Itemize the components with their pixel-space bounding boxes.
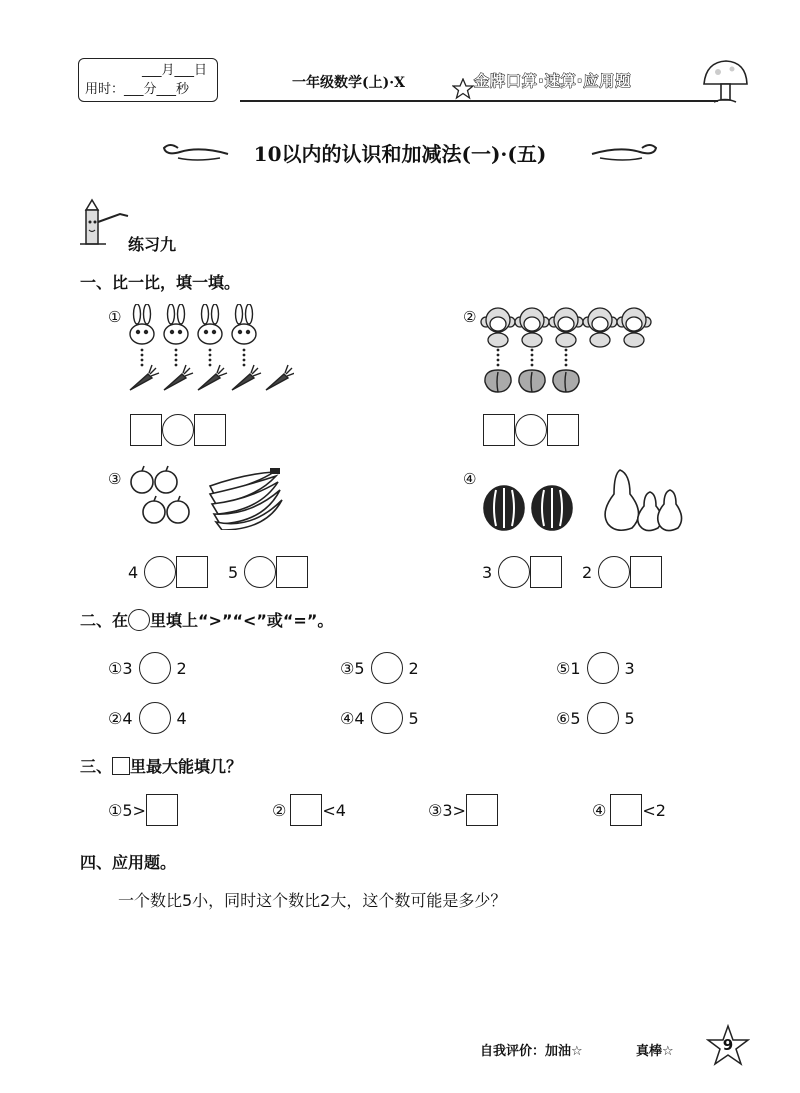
box-symbol — [112, 757, 130, 775]
answer-box[interactable] — [130, 414, 162, 446]
circle-symbol — [128, 609, 150, 631]
s2-left-number: 4 — [122, 708, 133, 728]
s1-item4-answer-a — [482, 556, 562, 588]
s2-right-number: 5 — [624, 708, 635, 728]
compare-circle[interactable] — [139, 702, 171, 734]
match-dot — [531, 354, 534, 357]
peach-icon — [519, 370, 545, 392]
s2-left-number: 5 — [570, 708, 581, 728]
s2-right-number: 2 — [176, 658, 187, 678]
compare-circle[interactable] — [587, 702, 619, 734]
answer-circle[interactable] — [162, 414, 194, 446]
carrot-icon — [198, 365, 227, 390]
s2-right-number: 5 — [408, 708, 419, 728]
s3-before: 3> — [442, 800, 466, 820]
match-dot — [141, 359, 144, 362]
exercise-title: 练习九 — [128, 235, 177, 254]
match-dot — [175, 359, 178, 362]
s2-left-number: 5 — [354, 658, 365, 678]
s2-marker: ① — [108, 658, 123, 678]
match-dot — [531, 364, 534, 367]
monkey-icon — [481, 308, 515, 347]
pair-illustration-svg — [480, 304, 670, 396]
match-dot — [497, 349, 500, 352]
s3-marker: ④ — [592, 800, 607, 820]
section4-title: 四、应用题。 — [80, 853, 177, 872]
match-dot — [531, 349, 534, 352]
s2-item4 — [340, 702, 419, 734]
monkey-icon — [617, 308, 651, 347]
answer-box[interactable] — [276, 556, 308, 588]
s1-item3-marker: ③ — [108, 470, 122, 488]
word-problem-text: 一个数比5小，同时这个数比2大，这个数可能是多少？ — [118, 891, 507, 910]
section2-title-suffix: 里填上“>”“<”或“=”。 — [150, 611, 334, 630]
s3-marker: ① — [108, 800, 123, 820]
rabbit-icon — [130, 304, 154, 344]
s2-marker: ② — [108, 708, 123, 728]
date-time-box — [78, 58, 218, 102]
match-dot — [209, 359, 212, 362]
s2-item6 — [556, 702, 635, 734]
match-dot — [565, 364, 568, 367]
book-title: 一年级数学(上)·X — [292, 75, 405, 91]
s1-item2-marker: ② — [463, 308, 477, 326]
match-dot — [243, 364, 246, 367]
answer-box[interactable] — [194, 414, 226, 446]
answer-circle[interactable] — [598, 556, 630, 588]
answer-circle[interactable] — [515, 414, 547, 446]
s3-after: <4 — [322, 800, 346, 820]
compare-circle[interactable] — [371, 652, 403, 684]
s3-after: <2 — [642, 800, 666, 820]
s3-marker: ② — [272, 800, 287, 820]
s2-right-number: 4 — [176, 708, 187, 728]
fill-box[interactable] — [466, 794, 498, 826]
match-dot — [243, 359, 246, 362]
peach-icon — [485, 370, 511, 392]
s1-item2-answer — [483, 414, 579, 446]
match-dot — [141, 354, 144, 357]
match-dot — [243, 349, 246, 352]
row4-number: 3 — [482, 562, 493, 582]
page-number: 9 — [722, 1036, 734, 1054]
match-dot — [531, 359, 534, 362]
answer-circle[interactable] — [244, 556, 276, 588]
s2-item2 — [108, 702, 187, 734]
monkey-icon — [549, 308, 583, 347]
s2-left-number: 3 — [122, 658, 133, 678]
s2-item1 — [108, 652, 187, 684]
s3-item1 — [108, 794, 178, 826]
carrot-icon — [130, 365, 159, 390]
carrot-icon — [164, 365, 193, 390]
s2-marker: ⑥ — [556, 708, 571, 728]
s2-marker: ④ — [340, 708, 355, 728]
mushroom-icon — [700, 56, 750, 106]
match-dot — [175, 364, 178, 367]
right-swirl-ornament-icon — [590, 140, 660, 164]
answer-box[interactable] — [630, 556, 662, 588]
s3-item4 — [592, 794, 666, 826]
match-dot — [141, 364, 144, 367]
apples-and-bananas-illustration — [124, 464, 294, 530]
compare-circle[interactable] — [371, 702, 403, 734]
header-divider — [240, 100, 718, 102]
row3-number: 4 — [128, 562, 139, 582]
section2-title-prefix: 二、在 — [80, 611, 129, 630]
self-evaluation-label: 自我评价：加油☆ — [480, 1044, 583, 1059]
monkey-icon — [515, 308, 549, 347]
match-dot — [209, 354, 212, 357]
s2-left-number: 4 — [354, 708, 365, 728]
watermelons-and-pears-illustration — [480, 464, 690, 534]
compare-circle[interactable] — [139, 652, 171, 684]
great-rating-label: 真棒☆ — [636, 1044, 674, 1059]
rabbit-icon — [164, 304, 188, 344]
match-dot — [243, 354, 246, 357]
match-dot — [565, 359, 568, 362]
section1-title: 一、比一比，填一填。 — [80, 273, 241, 292]
s3-item3 — [428, 794, 498, 826]
pair-illustration-svg — [124, 304, 294, 396]
section3-title-prefix: 三、 — [80, 757, 113, 776]
s1-item4-answer-b — [582, 556, 662, 588]
match-dot — [175, 354, 178, 357]
match-dot — [497, 354, 500, 357]
answer-box[interactable] — [547, 414, 579, 446]
answer-circle[interactable] — [144, 556, 176, 588]
s2-left-number: 1 — [570, 658, 581, 678]
s2-item5 — [556, 652, 635, 684]
answer-box[interactable] — [176, 556, 208, 588]
s2-marker: ③ — [340, 658, 355, 678]
s3-item2 — [272, 794, 346, 826]
answer-circle[interactable] — [498, 556, 530, 588]
answer-box[interactable] — [483, 414, 515, 446]
match-dot — [497, 359, 500, 362]
s1-item4-marker: ④ — [463, 470, 477, 488]
star-icon — [452, 78, 474, 100]
section3-title — [80, 754, 242, 777]
lesson-title: 10以内的认识和加减法(一)·(五) — [253, 142, 547, 166]
s1-item1-answer — [130, 414, 226, 446]
s2-right-number: 3 — [624, 658, 635, 678]
rabbits-and-carrots-illustration — [124, 304, 294, 396]
s2-marker: ⑤ — [556, 658, 571, 678]
rabbit-icon — [198, 304, 222, 344]
match-dot — [209, 349, 212, 352]
s3-before: 5> — [122, 800, 146, 820]
match-dot — [141, 349, 144, 352]
date-line: ___月___日 — [141, 63, 207, 78]
match-dot — [565, 354, 568, 357]
peach-icon — [553, 370, 579, 392]
section3-title-suffix: 里最大能填几？ — [130, 757, 243, 776]
s3-marker: ③ — [428, 800, 443, 820]
match-dot — [175, 349, 178, 352]
s2-item3 — [340, 652, 419, 684]
monkeys-and-peaches-illustration — [480, 304, 670, 396]
time-line: 用时：___分___秒 — [85, 82, 190, 97]
fill-box[interactable] — [290, 794, 322, 826]
carrot-icon — [266, 365, 294, 390]
monkey-icon — [583, 308, 617, 347]
s2-right-number: 2 — [408, 658, 419, 678]
section2-title — [80, 608, 333, 631]
row4-number: 2 — [582, 562, 593, 582]
s1-item1-marker: ① — [108, 308, 122, 326]
answer-box[interactable] — [530, 556, 562, 588]
match-dot — [209, 364, 212, 367]
match-dot — [565, 349, 568, 352]
book-category: 金牌口算·速算·应用题 — [474, 72, 632, 90]
compare-circle[interactable] — [587, 652, 619, 684]
match-dot — [497, 364, 500, 367]
s1-item3-answer-a — [128, 556, 208, 588]
s1-item3-answer-b — [228, 556, 308, 588]
rabbit-icon — [232, 304, 256, 344]
carrot-icon — [232, 365, 261, 390]
fill-box[interactable] — [146, 794, 178, 826]
fill-box[interactable] — [610, 794, 642, 826]
row3-number: 5 — [228, 562, 239, 582]
